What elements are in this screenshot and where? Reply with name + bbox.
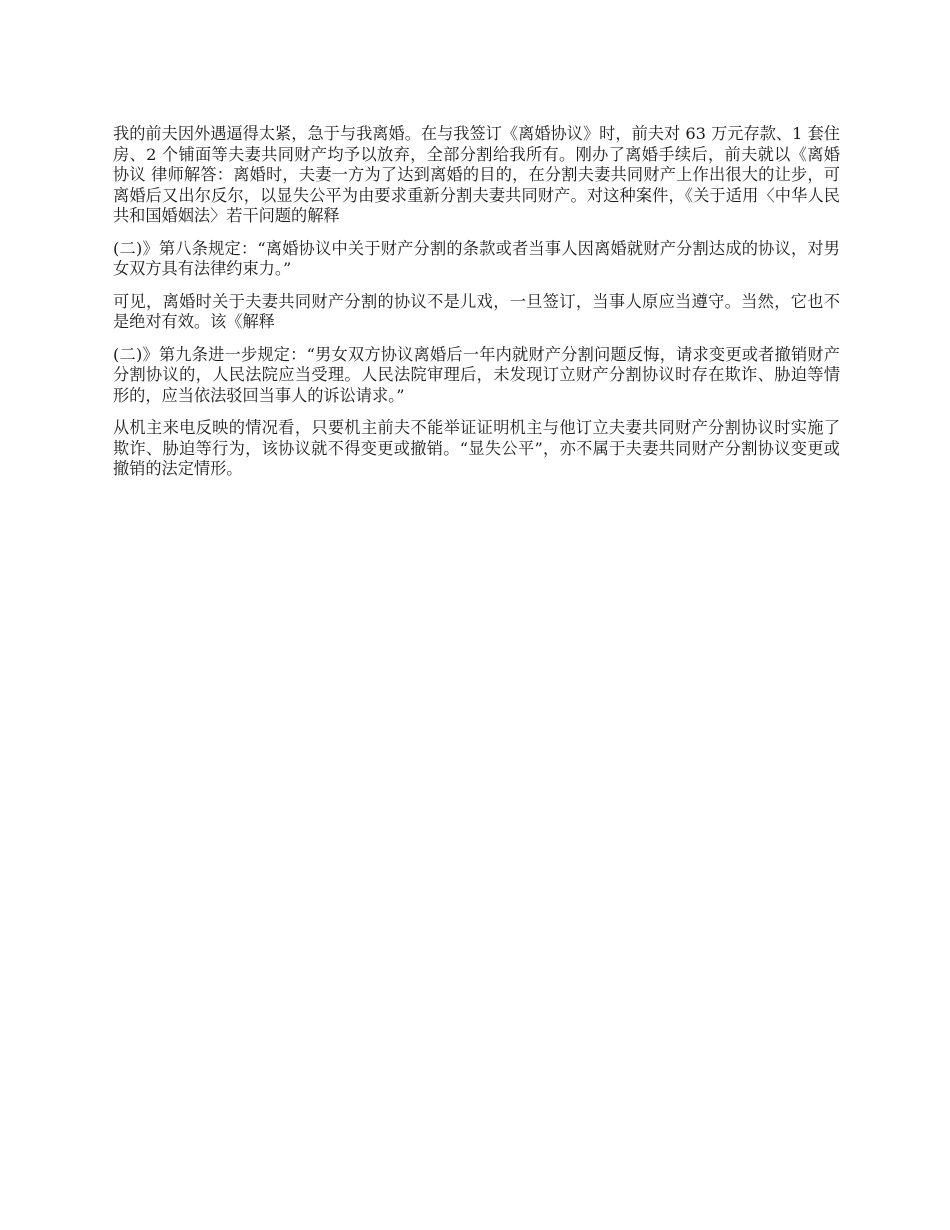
- paragraph-1: 我的前夫因外遇逼得太紧，急于与我离婚。在与我签订《离婚协议》时，前夫对 63 万元存款、1 套住房、2 个铺面等夫妻共同财产均予以放弃，全部分割给我所有。刚办了离婚手续后，前夫就以《离婚协议 律师解答：离婚时，夫妻一方为了达到离婚的目的，在分割夫妻共同财产上作出很大的让步，可离婚后又出尔反尔，以显失公平为由要求重新分割夫妻共同财产。对这种案件，《关于适用〈中华人民共和国婚姻法〉若干问题的解释: [113, 124, 840, 225]
- paragraph-2: (二)》第八条规定：“离婚协议中关于财产分割的条款或者当事人因离婚就财产分割达成的协议，对男女双方具有法律约束力。”: [113, 238, 840, 278]
- paragraph-3: 可见，离婚时关于夫妻共同财产分割的协议不是儿戏，一旦签订，当事人原应当遵守。当然，它也不是绝对有效。该《解释: [113, 291, 840, 331]
- paragraph-5: 从机主来电反映的情况看，只要机主前夫不能举证证明机主与他订立夫妻共同财产分割协议时实施了欺诈、胁迫等行为，该协议就不得变更或撤销。“显失公平”，亦不属于夫妻共同财产分割协议变更或撤销的法定情形。: [113, 418, 840, 478]
- paragraph-4: (二)》第九条进一步规定：“男女双方协议离婚后一年内就财产分割问题反悔，请求变更或者撤销财产分割协议的，人民法院应当受理。人民法院审理后，未发现订立财产分割协议时存在欺诈、胁迫等情形的，应当依法驳回当事人的诉讼请求。”: [113, 344, 840, 405]
- document-body: [113, 124, 840, 492]
